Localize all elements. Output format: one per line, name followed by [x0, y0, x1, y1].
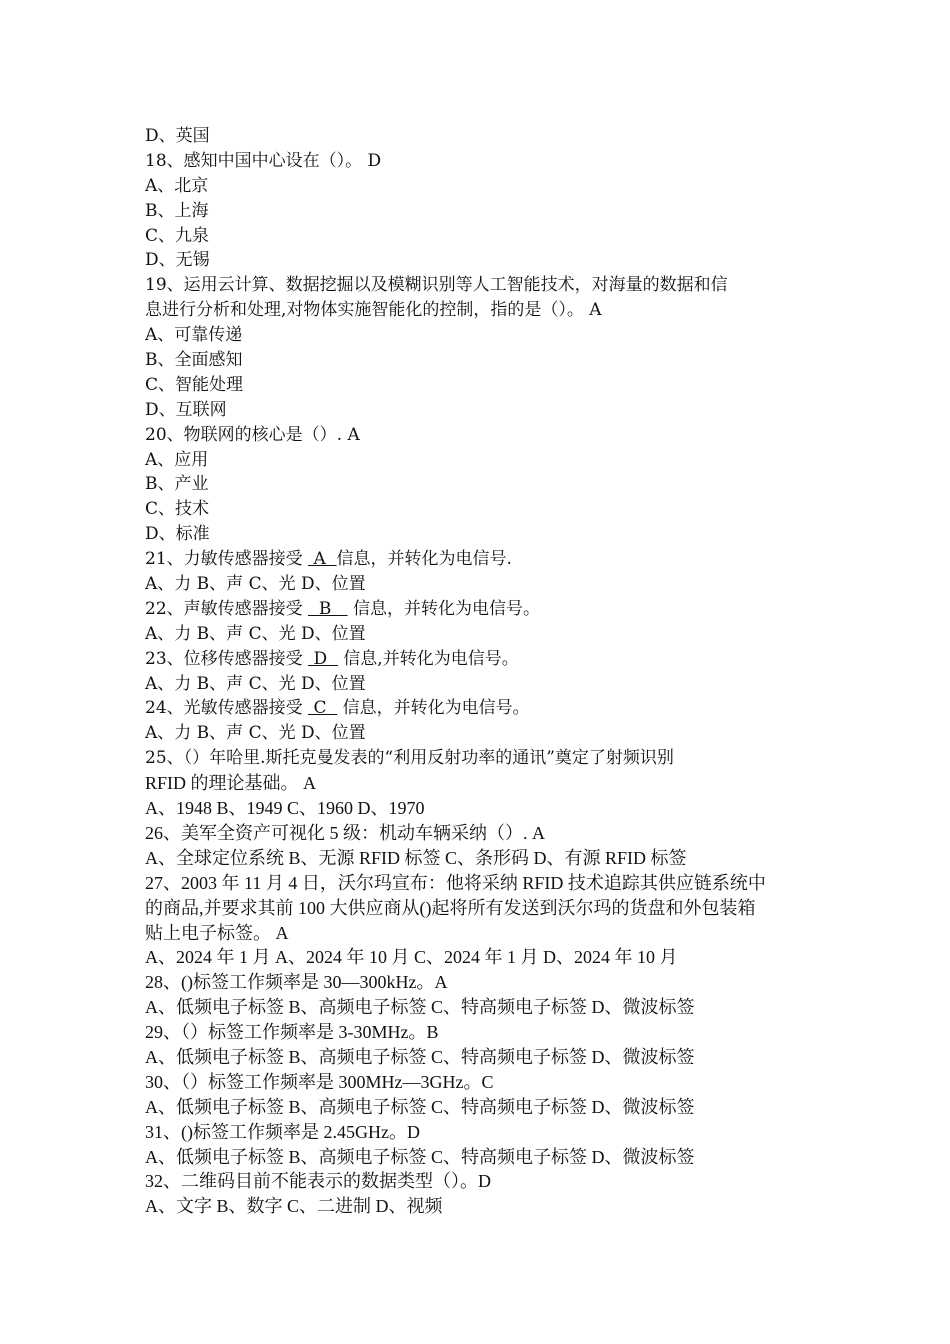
text-line — [145, 248, 810, 273]
text-run: 贴上电子标签。 A — [145, 922, 289, 943]
text-line — [145, 1194, 810, 1219]
text-line — [145, 721, 810, 746]
text-run: D、英国 — [145, 126, 210, 146]
text-run: B、产业 — [145, 474, 209, 495]
text-line — [145, 796, 810, 821]
text-run: RFID 的理论基础。 A — [145, 773, 317, 794]
text-line — [145, 224, 810, 249]
answer-blank: C — [308, 698, 338, 719]
text-run: A、低频电子标签 B、高频电子标签 C、特高频电子标签 D、微波标签 — [145, 1096, 695, 1117]
text-run: D、互联网 — [145, 399, 227, 420]
text-run: 31、()标签工作频率是 2.45GHz。D — [145, 1121, 420, 1142]
text-line — [145, 1070, 810, 1095]
text-run: 25、（）年哈里.斯托克曼发表的“利用反射功率的通讯”奠定了射频识别 — [145, 748, 674, 769]
answer-blank: D — [308, 648, 338, 669]
text-run: 信息，并转化为电信号. — [336, 549, 512, 570]
text-line — [145, 896, 810, 921]
text-run: A、全球定位系统 B、无源 RFID 标签 C、条形码 D、有源 RFID 标签 — [145, 847, 687, 868]
text-run: 26、美军全资产可视化 5 级：机动车辆采纳（）. A — [145, 822, 545, 843]
text-run: A、应用 — [145, 449, 209, 470]
text-line — [145, 497, 810, 522]
text-line — [145, 771, 810, 796]
text-line — [145, 597, 810, 622]
text-run: A、低频电子标签 B、高频电子标签 C、特高频电子标签 D、微波标签 — [145, 997, 695, 1018]
text-line — [145, 124, 810, 149]
text-line — [145, 348, 810, 373]
text-line — [145, 472, 810, 497]
text-line — [145, 622, 810, 647]
text-run: C、九泉 — [145, 225, 210, 246]
text-line — [145, 1145, 810, 1170]
text-line — [145, 1045, 810, 1070]
text-run: 21、力敏传感器接受 — [145, 549, 309, 570]
text-run: 信息,并转化为电信号。 — [337, 648, 519, 669]
text-run: D、标准 — [145, 524, 210, 545]
text-run: 息进行分析和处理,对物体实施智能化的控制，指的是（）。 A — [145, 300, 602, 321]
text-line — [145, 696, 810, 721]
text-run: 22、声敏传感器接受 — [145, 598, 309, 619]
text-run: 20、物联网的核心是（）. A — [145, 424, 360, 445]
text-run: 30、（）标签工作频率是 300MHz—3GHz。C — [145, 1071, 494, 1092]
text-line — [145, 199, 810, 224]
text-line — [145, 921, 810, 946]
text-run: 29、（）标签工作频率是 3-30MHz。B — [145, 1022, 439, 1043]
text-run: A、力 B、声 C、光 D、位置 — [145, 623, 366, 644]
text-run: A、可靠传递 — [145, 325, 243, 346]
text-line — [145, 647, 810, 672]
document-body — [145, 124, 810, 1219]
text-line — [145, 746, 810, 771]
text-run: 24、光敏传感器接受 — [145, 698, 309, 719]
text-run: B、上海 — [145, 200, 209, 221]
answer-blank: B — [308, 598, 348, 619]
text-line — [145, 423, 810, 448]
text-run: 信息，并转化为电信号。 — [337, 698, 530, 719]
text-line — [145, 373, 810, 398]
text-run: 信息，并转化为电信号。 — [347, 598, 540, 619]
text-run: 27、2003 年 11 月 4 日，沃尔玛宣布：他将采纳 RFID 技术追踪其供应链系统中 — [145, 872, 766, 893]
text-line — [145, 572, 810, 597]
text-run: 的商品,并要求其前 100 大供应商从()起将所有发送到沃尔玛的货盘和外包装箱 — [145, 897, 756, 918]
text-line — [145, 273, 810, 298]
text-run: 32、二维码目前不能表示的数据类型（）。D — [145, 1171, 491, 1192]
text-run: C、智能处理 — [145, 374, 244, 395]
text-run: A、低频电子标签 B、高频电子标签 C、特高频电子标签 D、微波标签 — [145, 1146, 695, 1167]
text-line — [145, 871, 810, 896]
text-run: A、北京 — [145, 175, 209, 196]
text-line — [145, 1120, 810, 1145]
text-line — [145, 1020, 810, 1045]
text-run: 19、运用云计算、数据挖掘以及模糊识别等人工智能技术，对海量的数据和信 — [145, 275, 728, 296]
text-line — [145, 672, 810, 697]
text-run: A、文字 B、数字 C、二进制 D、视频 — [145, 1196, 443, 1217]
text-line — [145, 846, 810, 871]
text-line — [145, 323, 810, 348]
text-line — [145, 970, 810, 995]
text-line — [145, 547, 810, 572]
text-run: 23、位移传感器接受 — [145, 648, 309, 669]
text-line — [145, 1169, 810, 1194]
text-run: 28、()标签工作频率是 30—300kHz。A — [145, 972, 448, 993]
text-line — [145, 448, 810, 473]
text-run: B、全面感知 — [145, 350, 243, 371]
text-run: A、2024 年 1 月 A、2024 年 10 月 C、2024 年 1 月 D、2024 年 10 月 — [145, 947, 678, 968]
text-line — [145, 398, 810, 423]
text-line — [145, 298, 810, 323]
text-line — [145, 174, 810, 199]
text-run: D、无锡 — [145, 250, 210, 271]
text-line — [145, 945, 810, 970]
text-run: 18、感知中国中心设在（）。 D — [145, 150, 382, 171]
text-line — [145, 995, 810, 1020]
text-run: A、力 B、声 C、光 D、位置 — [145, 723, 366, 744]
text-line — [145, 149, 810, 174]
text-run: A、1948 B、1949 C、1960 D、1970 — [145, 798, 425, 819]
answer-blank: A — [308, 549, 337, 570]
text-line — [145, 522, 810, 547]
text-run: A、低频电子标签 B、高频电子标签 C、特高频电子标签 D、微波标签 — [145, 1046, 695, 1067]
text-run: A、力 B、声 C、光 D、位置 — [145, 574, 366, 595]
text-line — [145, 821, 810, 846]
text-run: C、技术 — [145, 499, 210, 520]
text-line — [145, 1095, 810, 1120]
text-run: A、力 B、声 C、光 D、位置 — [145, 673, 366, 694]
